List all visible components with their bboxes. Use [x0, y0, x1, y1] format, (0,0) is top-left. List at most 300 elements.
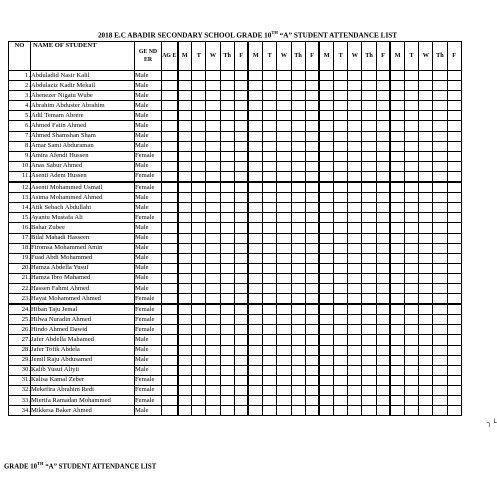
attendance-cell[interactable]	[447, 325, 461, 335]
attendance-cell[interactable]	[390, 263, 404, 273]
attendance-cell[interactable]	[433, 193, 447, 203]
attendance-cell[interactable]	[433, 81, 447, 91]
attendance-cell[interactable]	[178, 315, 192, 325]
attendance-cell[interactable]	[405, 213, 419, 223]
attendance-cell[interactable]	[376, 315, 390, 325]
attendance-cell[interactable]	[334, 161, 348, 171]
attendance-cell[interactable]	[405, 131, 419, 141]
attendance-cell[interactable]	[178, 263, 192, 273]
attendance-cell[interactable]	[291, 171, 305, 182]
attendance-cell[interactable]	[376, 101, 390, 111]
attendance-cell[interactable]	[348, 233, 362, 243]
attendance-cell[interactable]	[234, 355, 248, 365]
attendance-cell[interactable]	[447, 315, 461, 325]
attendance-cell[interactable]	[178, 171, 192, 182]
attendance-cell[interactable]	[305, 294, 319, 305]
attendance-cell[interactable]	[433, 171, 447, 182]
attendance-cell[interactable]	[178, 243, 192, 253]
attendance-cell[interactable]	[362, 151, 376, 161]
attendance-cell[interactable]	[277, 81, 291, 91]
attendance-cell[interactable]	[390, 203, 404, 213]
attendance-cell[interactable]	[405, 355, 419, 365]
attendance-cell[interactable]	[447, 273, 461, 283]
attendance-cell[interactable]	[348, 161, 362, 171]
attendance-cell[interactable]	[433, 325, 447, 335]
attendance-cell[interactable]	[291, 223, 305, 233]
attendance-cell[interactable]	[220, 345, 234, 355]
attendance-cell[interactable]	[319, 101, 333, 111]
attendance-cell[interactable]	[447, 396, 461, 406]
attendance-cell[interactable]	[192, 253, 206, 263]
attendance-cell[interactable]	[334, 365, 348, 375]
attendance-cell[interactable]	[178, 71, 192, 81]
student-age-cell[interactable]	[162, 315, 178, 325]
attendance-cell[interactable]	[248, 131, 262, 141]
attendance-cell[interactable]	[277, 294, 291, 305]
attendance-cell[interactable]	[263, 283, 277, 293]
attendance-cell[interactable]	[348, 283, 362, 293]
attendance-cell[interactable]	[390, 385, 404, 395]
attendance-cell[interactable]	[234, 375, 248, 385]
attendance-cell[interactable]	[362, 91, 376, 101]
attendance-cell[interactable]	[248, 263, 262, 273]
attendance-cell[interactable]	[348, 151, 362, 161]
attendance-cell[interactable]	[419, 111, 433, 121]
attendance-cell[interactable]	[390, 396, 404, 406]
attendance-cell[interactable]	[291, 101, 305, 111]
student-age-cell[interactable]	[162, 101, 178, 111]
attendance-cell[interactable]	[248, 233, 262, 243]
attendance-cell[interactable]	[178, 345, 192, 355]
attendance-cell[interactable]	[362, 71, 376, 81]
attendance-cell[interactable]	[419, 141, 433, 151]
attendance-cell[interactable]	[348, 121, 362, 131]
attendance-cell[interactable]	[206, 223, 220, 233]
attendance-cell[interactable]	[206, 243, 220, 253]
attendance-cell[interactable]	[390, 335, 404, 345]
attendance-cell[interactable]	[334, 243, 348, 253]
attendance-cell[interactable]	[319, 396, 333, 406]
attendance-cell[interactable]	[405, 375, 419, 385]
attendance-cell[interactable]	[178, 131, 192, 141]
student-age-cell[interactable]	[162, 81, 178, 91]
attendance-cell[interactable]	[305, 91, 319, 101]
attendance-cell[interactable]	[220, 171, 234, 182]
attendance-cell[interactable]	[291, 121, 305, 131]
attendance-cell[interactable]	[305, 283, 319, 293]
attendance-cell[interactable]	[319, 131, 333, 141]
attendance-cell[interactable]	[234, 101, 248, 111]
attendance-cell[interactable]	[305, 81, 319, 91]
attendance-cell[interactable]	[220, 213, 234, 223]
attendance-cell[interactable]	[192, 365, 206, 375]
attendance-cell[interactable]	[433, 335, 447, 345]
attendance-cell[interactable]	[447, 365, 461, 375]
attendance-cell[interactable]	[263, 71, 277, 81]
attendance-cell[interactable]	[362, 355, 376, 365]
attendance-cell[interactable]	[319, 141, 333, 151]
attendance-cell[interactable]	[376, 406, 390, 416]
attendance-cell[interactable]	[248, 283, 262, 293]
attendance-cell[interactable]	[277, 193, 291, 203]
attendance-cell[interactable]	[248, 253, 262, 263]
attendance-cell[interactable]	[376, 111, 390, 121]
attendance-cell[interactable]	[220, 385, 234, 395]
attendance-cell[interactable]	[334, 294, 348, 305]
attendance-cell[interactable]	[220, 131, 234, 141]
attendance-cell[interactable]	[362, 385, 376, 395]
attendance-cell[interactable]	[192, 91, 206, 101]
attendance-cell[interactable]	[433, 406, 447, 416]
attendance-cell[interactable]	[390, 283, 404, 293]
student-age-cell[interactable]	[162, 355, 178, 365]
attendance-cell[interactable]	[390, 294, 404, 305]
attendance-cell[interactable]	[178, 355, 192, 365]
attendance-cell[interactable]	[206, 273, 220, 283]
attendance-cell[interactable]	[206, 406, 220, 416]
attendance-cell[interactable]	[192, 161, 206, 171]
attendance-cell[interactable]	[248, 375, 262, 385]
attendance-cell[interactable]	[192, 273, 206, 283]
attendance-cell[interactable]	[248, 396, 262, 406]
attendance-cell[interactable]	[206, 365, 220, 375]
attendance-cell[interactable]	[305, 121, 319, 131]
attendance-cell[interactable]	[348, 315, 362, 325]
attendance-cell[interactable]	[334, 325, 348, 335]
attendance-cell[interactable]	[263, 111, 277, 121]
attendance-cell[interactable]	[192, 182, 206, 193]
attendance-cell[interactable]	[376, 375, 390, 385]
attendance-cell[interactable]	[305, 101, 319, 111]
attendance-cell[interactable]	[390, 315, 404, 325]
attendance-cell[interactable]	[447, 233, 461, 243]
attendance-cell[interactable]	[291, 406, 305, 416]
attendance-cell[interactable]	[305, 325, 319, 335]
attendance-cell[interactable]	[277, 355, 291, 365]
attendance-cell[interactable]	[234, 91, 248, 101]
attendance-cell[interactable]	[319, 203, 333, 213]
attendance-cell[interactable]	[178, 375, 192, 385]
attendance-cell[interactable]	[220, 315, 234, 325]
attendance-cell[interactable]	[319, 273, 333, 283]
attendance-cell[interactable]	[376, 141, 390, 151]
attendance-cell[interactable]	[277, 406, 291, 416]
attendance-cell[interactable]	[419, 243, 433, 253]
attendance-cell[interactable]	[419, 304, 433, 315]
attendance-cell[interactable]	[206, 294, 220, 305]
attendance-cell[interactable]	[263, 263, 277, 273]
attendance-cell[interactable]	[178, 304, 192, 315]
attendance-cell[interactable]	[433, 253, 447, 263]
attendance-cell[interactable]	[390, 101, 404, 111]
attendance-cell[interactable]	[277, 243, 291, 253]
attendance-cell[interactable]	[405, 203, 419, 213]
attendance-cell[interactable]	[376, 151, 390, 161]
attendance-cell[interactable]	[263, 273, 277, 283]
attendance-cell[interactable]	[192, 406, 206, 416]
attendance-cell[interactable]	[419, 345, 433, 355]
attendance-cell[interactable]	[234, 203, 248, 213]
attendance-cell[interactable]	[206, 385, 220, 395]
attendance-cell[interactable]	[277, 325, 291, 335]
attendance-cell[interactable]	[277, 101, 291, 111]
attendance-cell[interactable]	[305, 111, 319, 121]
attendance-cell[interactable]	[419, 131, 433, 141]
attendance-cell[interactable]	[277, 273, 291, 283]
attendance-cell[interactable]	[277, 304, 291, 315]
attendance-cell[interactable]	[192, 396, 206, 406]
attendance-cell[interactable]	[291, 355, 305, 365]
attendance-cell[interactable]	[234, 335, 248, 345]
attendance-cell[interactable]	[433, 375, 447, 385]
attendance-cell[interactable]	[192, 345, 206, 355]
attendance-cell[interactable]	[291, 182, 305, 193]
attendance-cell[interactable]	[263, 171, 277, 182]
attendance-cell[interactable]	[334, 223, 348, 233]
attendance-cell[interactable]	[433, 121, 447, 131]
attendance-cell[interactable]	[405, 182, 419, 193]
attendance-cell[interactable]	[376, 345, 390, 355]
attendance-cell[interactable]	[319, 375, 333, 385]
student-age-cell[interactable]	[162, 335, 178, 345]
attendance-cell[interactable]	[192, 71, 206, 81]
attendance-cell[interactable]	[419, 213, 433, 223]
student-age-cell[interactable]	[162, 141, 178, 151]
attendance-cell[interactable]	[390, 273, 404, 283]
attendance-cell[interactable]	[277, 141, 291, 151]
attendance-cell[interactable]	[220, 294, 234, 305]
attendance-cell[interactable]	[206, 283, 220, 293]
attendance-cell[interactable]	[206, 213, 220, 223]
attendance-cell[interactable]	[291, 253, 305, 263]
attendance-cell[interactable]	[419, 365, 433, 375]
attendance-cell[interactable]	[348, 101, 362, 111]
student-age-cell[interactable]	[162, 223, 178, 233]
attendance-cell[interactable]	[248, 355, 262, 365]
attendance-cell[interactable]	[291, 151, 305, 161]
attendance-cell[interactable]	[263, 243, 277, 253]
attendance-cell[interactable]	[405, 325, 419, 335]
attendance-cell[interactable]	[206, 101, 220, 111]
attendance-cell[interactable]	[348, 325, 362, 335]
attendance-cell[interactable]	[192, 335, 206, 345]
attendance-cell[interactable]	[220, 396, 234, 406]
attendance-cell[interactable]	[220, 203, 234, 213]
attendance-cell[interactable]	[319, 283, 333, 293]
attendance-cell[interactable]	[305, 263, 319, 273]
attendance-cell[interactable]	[419, 193, 433, 203]
attendance-cell[interactable]	[263, 345, 277, 355]
attendance-cell[interactable]	[192, 304, 206, 315]
attendance-cell[interactable]	[319, 151, 333, 161]
attendance-cell[interactable]	[277, 263, 291, 273]
attendance-cell[interactable]	[447, 203, 461, 213]
attendance-cell[interactable]	[234, 325, 248, 335]
attendance-cell[interactable]	[220, 283, 234, 293]
attendance-cell[interactable]	[178, 213, 192, 223]
attendance-cell[interactable]	[206, 161, 220, 171]
attendance-cell[interactable]	[334, 141, 348, 151]
attendance-cell[interactable]	[405, 101, 419, 111]
student-age-cell[interactable]	[162, 91, 178, 101]
attendance-cell[interactable]	[220, 253, 234, 263]
attendance-cell[interactable]	[305, 253, 319, 263]
attendance-cell[interactable]	[419, 315, 433, 325]
attendance-cell[interactable]	[263, 131, 277, 141]
attendance-cell[interactable]	[192, 385, 206, 395]
attendance-cell[interactable]	[305, 171, 319, 182]
attendance-cell[interactable]	[305, 161, 319, 171]
attendance-cell[interactable]	[291, 396, 305, 406]
attendance-cell[interactable]	[419, 375, 433, 385]
attendance-cell[interactable]	[419, 91, 433, 101]
attendance-cell[interactable]	[305, 243, 319, 253]
attendance-cell[interactable]	[234, 141, 248, 151]
attendance-cell[interactable]	[362, 213, 376, 223]
attendance-cell[interactable]	[334, 385, 348, 395]
student-age-cell[interactable]	[162, 385, 178, 395]
attendance-cell[interactable]	[348, 375, 362, 385]
attendance-cell[interactable]	[433, 365, 447, 375]
attendance-cell[interactable]	[362, 203, 376, 213]
attendance-cell[interactable]	[319, 325, 333, 335]
attendance-cell[interactable]	[376, 171, 390, 182]
attendance-cell[interactable]	[263, 253, 277, 263]
attendance-cell[interactable]	[220, 182, 234, 193]
attendance-cell[interactable]	[362, 141, 376, 151]
attendance-cell[interactable]	[206, 253, 220, 263]
attendance-cell[interactable]	[248, 161, 262, 171]
attendance-cell[interactable]	[362, 171, 376, 182]
attendance-cell[interactable]	[348, 91, 362, 101]
attendance-cell[interactable]	[447, 171, 461, 182]
attendance-cell[interactable]	[319, 385, 333, 395]
attendance-cell[interactable]	[433, 396, 447, 406]
attendance-cell[interactable]	[178, 121, 192, 131]
attendance-cell[interactable]	[348, 171, 362, 182]
attendance-cell[interactable]	[206, 81, 220, 91]
student-age-cell[interactable]	[162, 406, 178, 416]
attendance-cell[interactable]	[305, 182, 319, 193]
attendance-cell[interactable]	[206, 263, 220, 273]
attendance-cell[interactable]	[447, 151, 461, 161]
attendance-cell[interactable]	[348, 81, 362, 91]
attendance-cell[interactable]	[234, 151, 248, 161]
attendance-cell[interactable]	[405, 273, 419, 283]
attendance-cell[interactable]	[263, 151, 277, 161]
attendance-cell[interactable]	[447, 345, 461, 355]
attendance-cell[interactable]	[334, 396, 348, 406]
attendance-cell[interactable]	[263, 121, 277, 131]
attendance-cell[interactable]	[319, 193, 333, 203]
attendance-cell[interactable]	[319, 171, 333, 182]
attendance-cell[interactable]	[390, 121, 404, 131]
attendance-cell[interactable]	[390, 131, 404, 141]
attendance-cell[interactable]	[334, 171, 348, 182]
attendance-cell[interactable]	[291, 263, 305, 273]
attendance-cell[interactable]	[362, 396, 376, 406]
attendance-cell[interactable]	[206, 171, 220, 182]
attendance-cell[interactable]	[263, 233, 277, 243]
attendance-cell[interactable]	[206, 396, 220, 406]
attendance-cell[interactable]	[319, 345, 333, 355]
attendance-cell[interactable]	[334, 131, 348, 141]
attendance-cell[interactable]	[305, 273, 319, 283]
attendance-cell[interactable]	[277, 233, 291, 243]
attendance-cell[interactable]	[376, 396, 390, 406]
attendance-cell[interactable]	[390, 182, 404, 193]
attendance-cell[interactable]	[362, 131, 376, 141]
attendance-cell[interactable]	[192, 81, 206, 91]
student-age-cell[interactable]	[162, 396, 178, 406]
attendance-cell[interactable]	[263, 315, 277, 325]
attendance-cell[interactable]	[405, 233, 419, 243]
attendance-cell[interactable]	[220, 151, 234, 161]
attendance-cell[interactable]	[319, 71, 333, 81]
attendance-cell[interactable]	[376, 161, 390, 171]
student-age-cell[interactable]	[162, 273, 178, 283]
attendance-cell[interactable]	[419, 101, 433, 111]
attendance-cell[interactable]	[362, 335, 376, 345]
attendance-cell[interactable]	[220, 335, 234, 345]
attendance-cell[interactable]	[376, 263, 390, 273]
attendance-cell[interactable]	[447, 294, 461, 305]
attendance-cell[interactable]	[390, 325, 404, 335]
attendance-cell[interactable]	[234, 193, 248, 203]
attendance-cell[interactable]	[248, 151, 262, 161]
attendance-cell[interactable]	[248, 141, 262, 151]
attendance-cell[interactable]	[433, 233, 447, 243]
attendance-cell[interactable]	[220, 223, 234, 233]
attendance-cell[interactable]	[277, 71, 291, 81]
attendance-cell[interactable]	[277, 345, 291, 355]
attendance-cell[interactable]	[376, 121, 390, 131]
attendance-cell[interactable]	[362, 406, 376, 416]
attendance-cell[interactable]	[433, 345, 447, 355]
attendance-cell[interactable]	[334, 213, 348, 223]
attendance-cell[interactable]	[362, 121, 376, 131]
student-age-cell[interactable]	[162, 161, 178, 171]
attendance-cell[interactable]	[319, 161, 333, 171]
attendance-cell[interactable]	[447, 71, 461, 81]
attendance-cell[interactable]	[447, 81, 461, 91]
attendance-cell[interactable]	[263, 396, 277, 406]
attendance-cell[interactable]	[291, 91, 305, 101]
attendance-cell[interactable]	[263, 355, 277, 365]
attendance-cell[interactable]	[248, 325, 262, 335]
attendance-cell[interactable]	[433, 355, 447, 365]
attendance-cell[interactable]	[334, 101, 348, 111]
attendance-cell[interactable]	[291, 375, 305, 385]
attendance-cell[interactable]	[192, 111, 206, 121]
attendance-cell[interactable]	[447, 243, 461, 253]
attendance-cell[interactable]	[277, 335, 291, 345]
attendance-cell[interactable]	[319, 365, 333, 375]
attendance-cell[interactable]	[362, 345, 376, 355]
attendance-cell[interactable]	[178, 203, 192, 213]
attendance-cell[interactable]	[405, 141, 419, 151]
attendance-cell[interactable]	[192, 171, 206, 182]
attendance-cell[interactable]	[376, 193, 390, 203]
attendance-cell[interactable]	[305, 315, 319, 325]
attendance-cell[interactable]	[248, 213, 262, 223]
attendance-cell[interactable]	[291, 203, 305, 213]
attendance-cell[interactable]	[334, 263, 348, 273]
attendance-cell[interactable]	[206, 111, 220, 121]
attendance-cell[interactable]	[334, 203, 348, 213]
attendance-cell[interactable]	[405, 223, 419, 233]
attendance-cell[interactable]	[334, 273, 348, 283]
